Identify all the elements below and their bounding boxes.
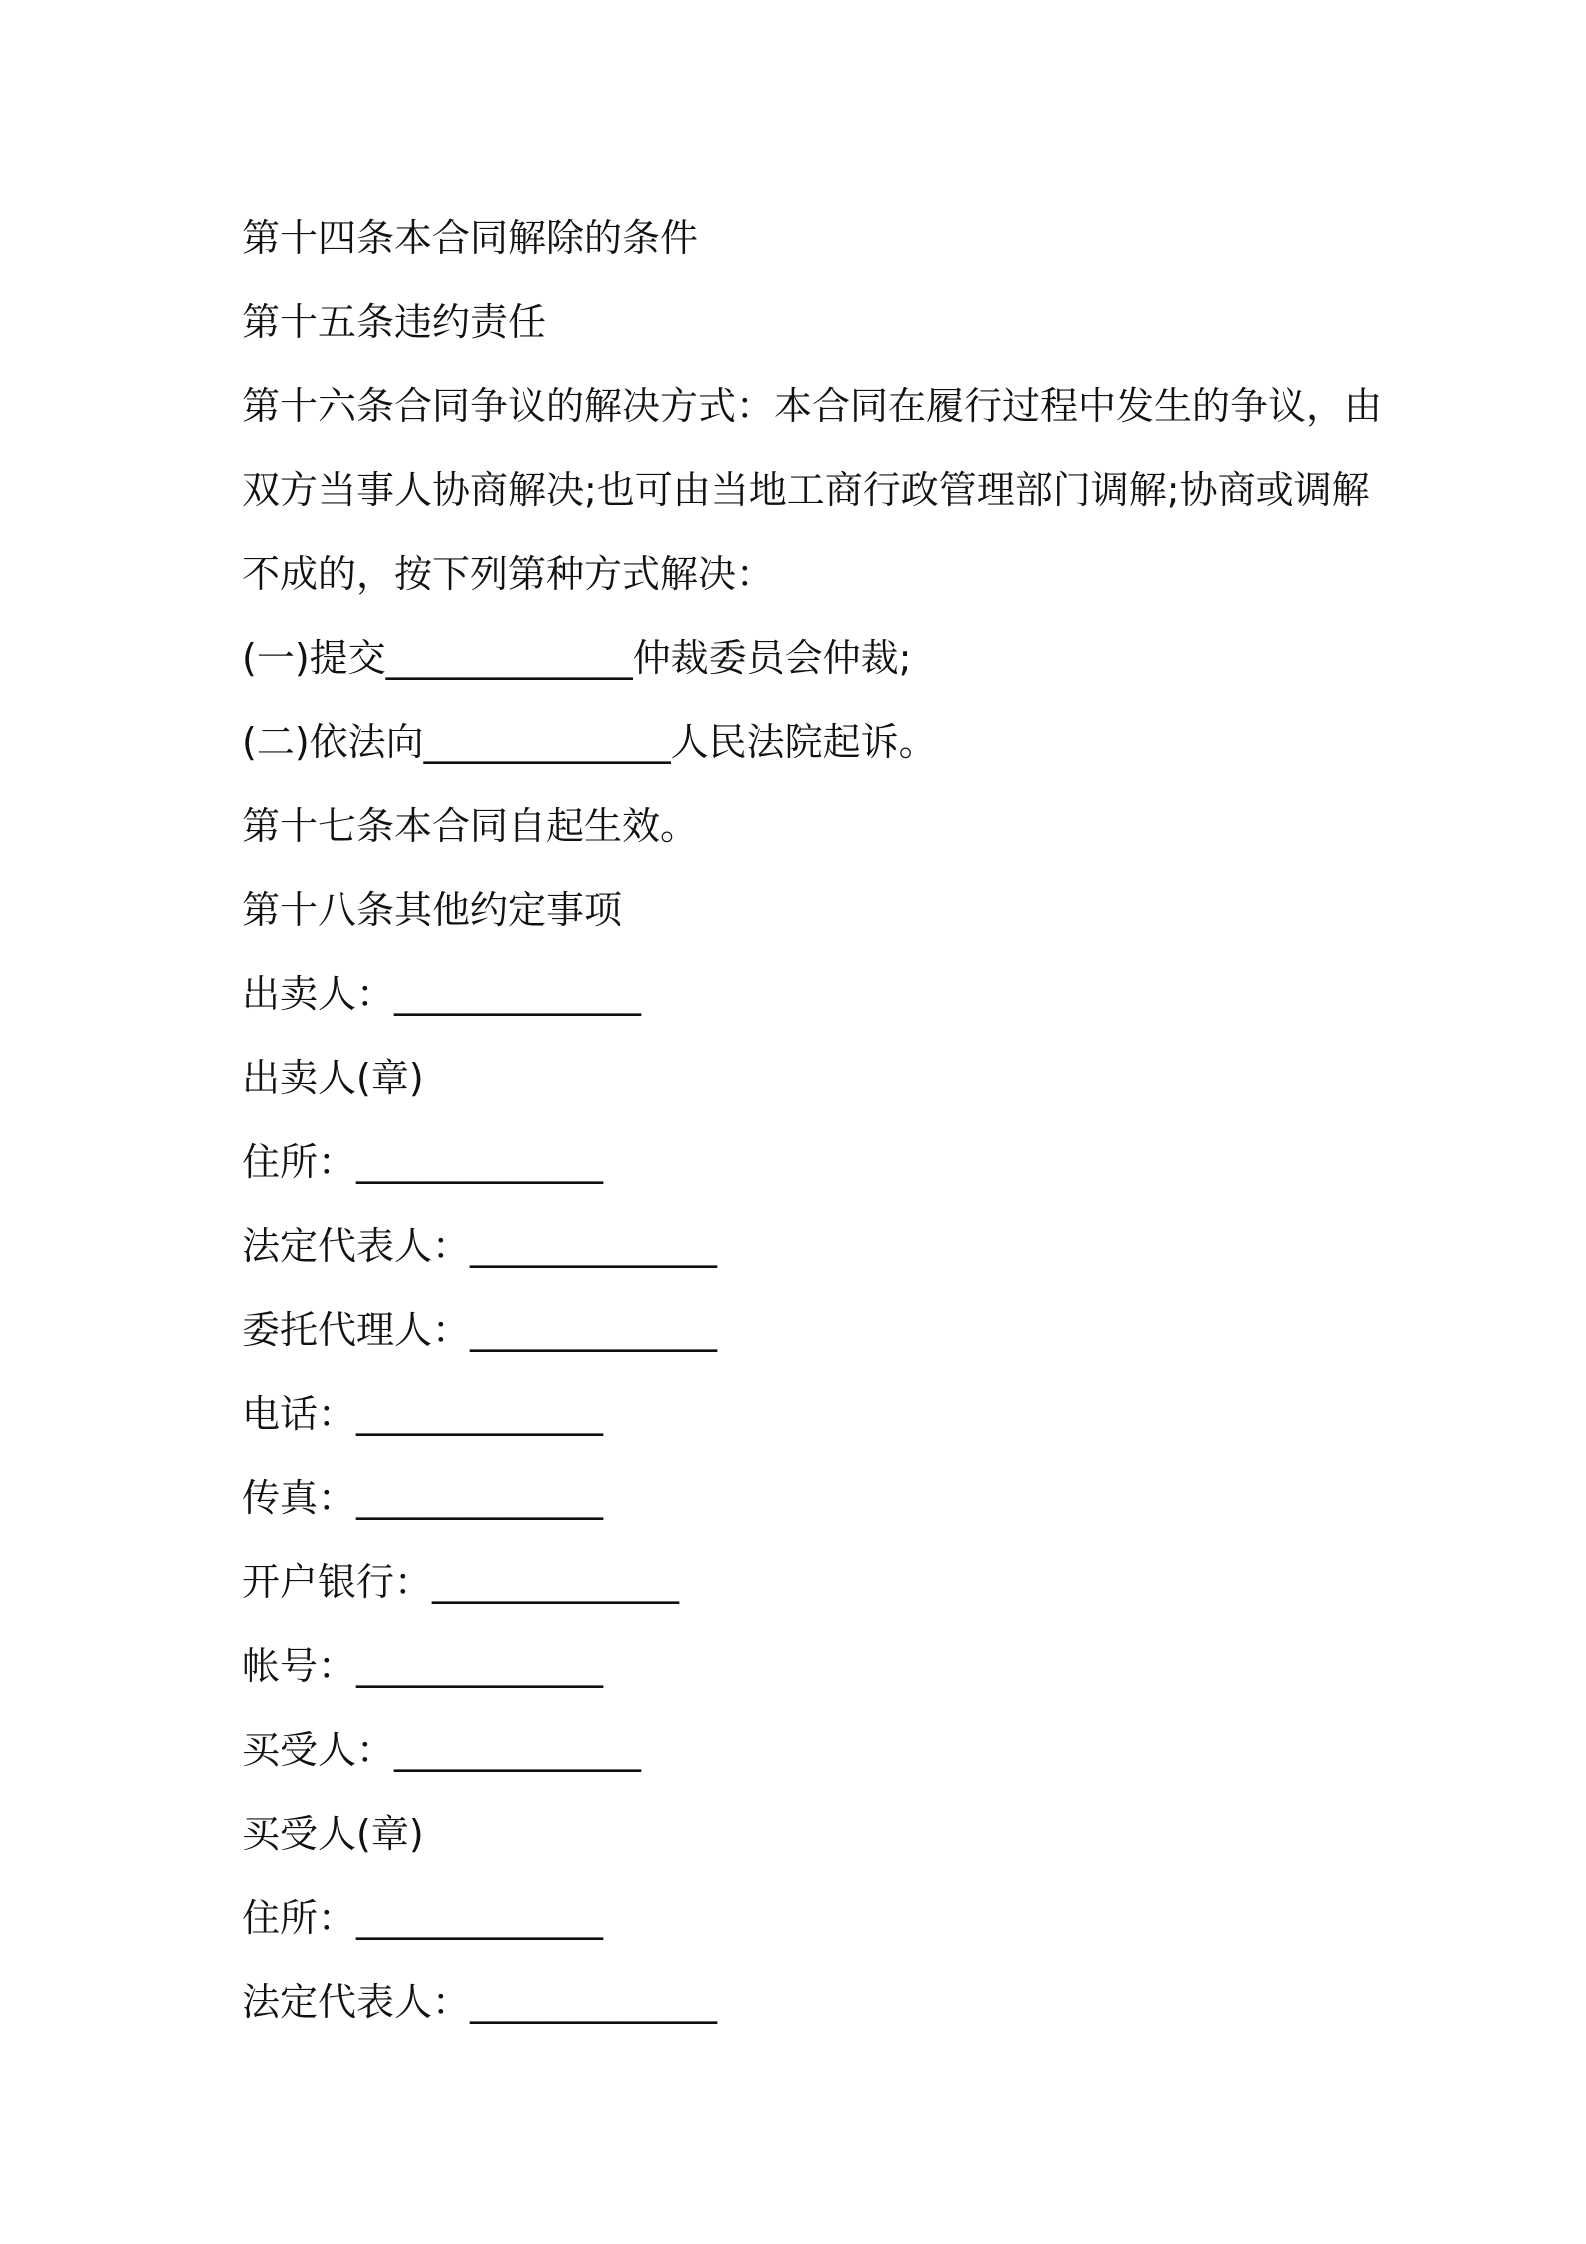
seller-legal-representative-field: 法定代表人：_____________ xyxy=(242,1224,718,1268)
document-body xyxy=(242,196,1383,2044)
seller-seal-label: 出卖人(章) xyxy=(242,1056,424,1100)
seller-address-field: 住所：_____________ xyxy=(242,1140,604,1184)
seller-phone-field: 电话：_____________ xyxy=(242,1392,604,1436)
seller-field: 出卖人：_____________ xyxy=(242,972,642,1016)
buyer-legal-representative-field: 法定代表人：_____________ xyxy=(242,1980,718,2024)
buyer-address-field: 住所：_____________ xyxy=(242,1896,604,1940)
buyer-seal-label: 买受人(章) xyxy=(242,1812,424,1856)
clause-15-heading: 第十五条违约责任 xyxy=(242,300,547,344)
buyer-field: 买受人：_____________ xyxy=(242,1728,642,1772)
clause-18-heading: 第十八条其他约定事项 xyxy=(242,888,623,932)
clause-16-text-line-1: 第十六条合同争议的解决方式：本合同在履行过程中发生的争议，由 xyxy=(242,384,1383,428)
seller-fax-field: 传真：_____________ xyxy=(242,1476,604,1520)
arbitration-option-line: (一)提交_____________仲裁委员会仲裁; xyxy=(242,636,912,680)
lawsuit-option-line: (二)依法向_____________人民法院起诉。 xyxy=(242,720,937,764)
clause-16-text-line-3: 不成的，按下列第种方式解决： xyxy=(242,552,775,596)
seller-account-field: 帐号：_____________ xyxy=(242,1644,604,1688)
clause-16-text-line-2: 双方当事人协商解决;也可由当地工商行政管理部门调解;协商或调解 xyxy=(242,468,1370,512)
seller-authorized-agent-field: 委托代理人：_____________ xyxy=(242,1308,718,1352)
seller-bank-field: 开户银行：_____________ xyxy=(242,1560,680,1604)
clause-14-heading: 第十四条本合同解除的条件 xyxy=(242,216,699,260)
clause-17-heading: 第十七条本合同自起生效。 xyxy=(242,804,699,848)
